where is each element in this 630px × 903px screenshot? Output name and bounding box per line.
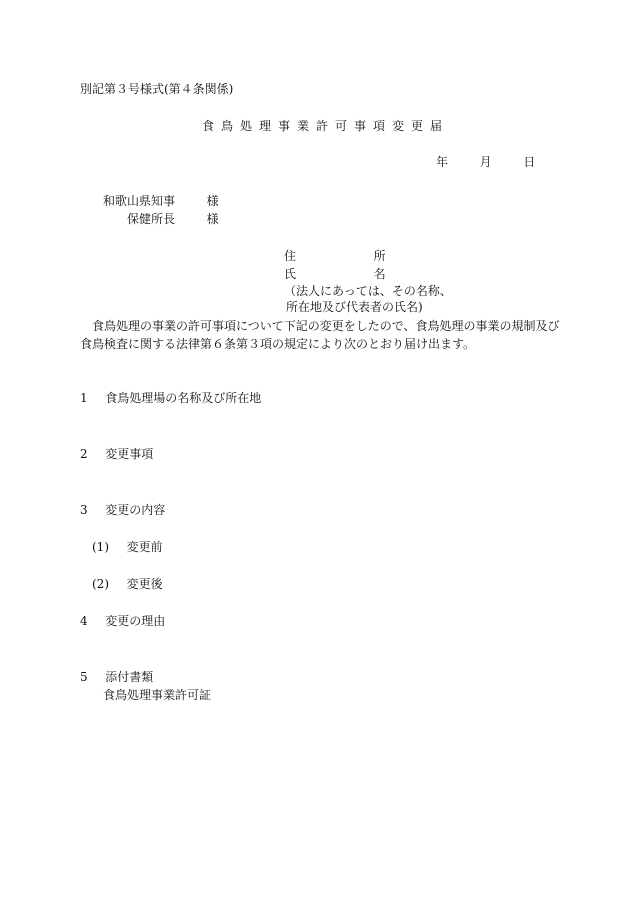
item-4-label: 変更の理由	[105, 614, 166, 628]
item-3-1-label: 変更前	[126, 540, 163, 554]
item-1-number: 1	[80, 391, 88, 405]
address-label-char1: 住	[284, 249, 297, 263]
governor-honorific: 様	[206, 194, 219, 208]
item-2-label: 変更事項	[105, 447, 154, 461]
addressee-health-center	[127, 211, 219, 227]
address-label-char2: 所	[373, 249, 386, 263]
item-2-number: 2	[80, 447, 88, 461]
applicant-note-line2: 所在地及び代表者の氏名)	[286, 300, 423, 314]
governor-title: 和歌山県知事	[103, 194, 176, 208]
date-day-label: 日	[523, 155, 536, 169]
date-line	[436, 154, 535, 170]
health-center-title: 保健所長	[127, 212, 176, 226]
item-3-2-label: 変更後	[126, 577, 163, 591]
item-5	[80, 669, 153, 685]
item-3-1-number: (1)	[92, 540, 109, 554]
applicant-name-label	[284, 266, 386, 282]
item-3-number: 3	[80, 503, 88, 517]
item-5-number: 5	[80, 670, 88, 684]
item-5-detail: 食鳥処理事業許可証	[103, 688, 212, 702]
applicant-note-line1: （法人にあっては、その名称、	[284, 284, 452, 298]
form-label: 別記第３号様式(第４条関係)	[80, 82, 234, 96]
document-title: 食鳥処理事業許可事項変更届	[202, 119, 450, 133]
applicant-address-label	[284, 248, 386, 264]
name-label-char2: 名	[373, 267, 386, 281]
item-3-2-number: (2)	[92, 577, 109, 591]
item-3-1	[92, 539, 163, 555]
item-3-label: 変更の内容	[105, 503, 166, 517]
name-label-char1: 氏	[284, 267, 297, 281]
health-center-honorific: 様	[206, 212, 219, 226]
date-year-label: 年	[436, 155, 449, 169]
item-3-2	[92, 576, 163, 592]
item-3	[80, 502, 165, 518]
item-1	[80, 390, 261, 406]
item-4-number: 4	[80, 614, 88, 628]
item-4	[80, 613, 165, 629]
body-text-line1: 食鳥処理の事業の許可事項について下記の変更をしたので、食鳥処理の事業の規制及び	[92, 319, 560, 333]
item-1-label: 食鳥処理場の名称及び所在地	[105, 391, 262, 405]
addressee-governor	[103, 193, 219, 209]
date-month-label: 月	[479, 155, 492, 169]
item-5-label: 添付書類	[105, 670, 154, 684]
body-text-line2: 食鳥検査に関する法律第６条第３項の規定により次のとおり届け出ます。	[80, 337, 476, 351]
item-2	[80, 446, 153, 462]
